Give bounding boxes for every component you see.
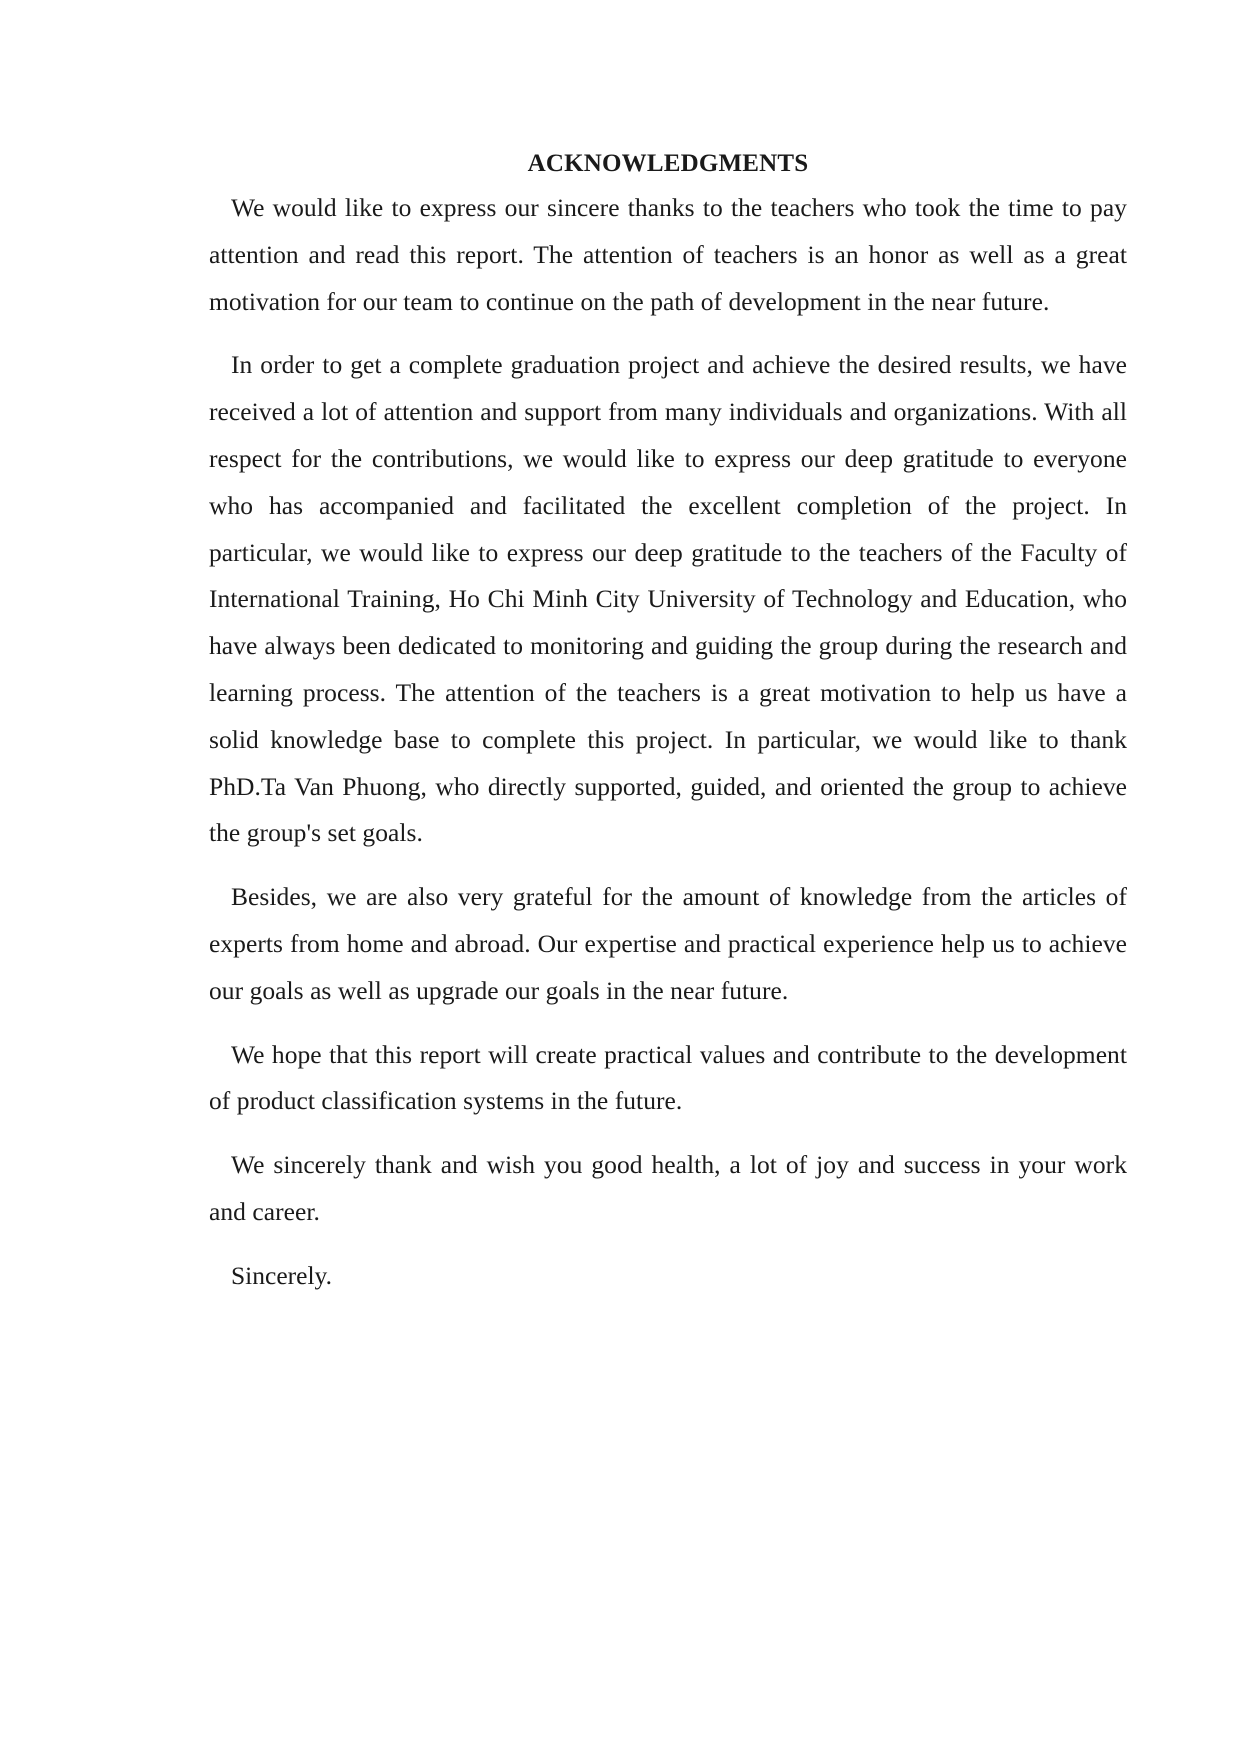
paragraph-knowledge-articles: Besides, we are also very grateful for the amount of knowledge from the articles of experts from home and abroad. Our expertise and practical experience help us to achieve our goals as well as upgrade our goals in the near future. — [209, 882, 1127, 1005]
page-title: ACKNOWLEDGMENTS — [527, 150, 809, 177]
paragraph-support-gratitude: In order to get a complete graduation project and achieve the desired results, we have received a lot of attention and support from many individuals and organizations. With all respect for the contributions, we would like to express our deep gratitude to everyone who has accompanied and facilitated the excellent completion of the project. In particular, we would like to express our deep gratitude to the teachers of the Faculty of International Training, Ho Chi Minh City University of Technology and Education, who have always been dedicated to monitoring and guiding the group during the research and learning process. The attention of the teachers is a great motivation to help us have a solid knowledge base to complete this project. In particular, we would like to thank PhD.Ta Van Phuong, who directly supported, guided, and oriented the group to achieve the group's set goals. — [209, 350, 1127, 848]
signoff: Sincerely. — [231, 1260, 333, 1290]
paragraph-well-wishes: We sincerely thank and wish you good health, a lot of joy and success in your work and career. — [209, 1150, 1127, 1226]
paragraph-thanks-teachers: We would like to express our sincere thanks to the teachers who took the time to pay attention and read this report. The attention of teachers is an honor as well as a great motivation for our team to continue on the path of development in the near future. — [209, 193, 1127, 316]
paragraph-practical-values: We hope that this report will create practical values and contribute to the development of product classification systems in the future. — [209, 1039, 1127, 1116]
document-body — [209, 145, 1127, 1300]
